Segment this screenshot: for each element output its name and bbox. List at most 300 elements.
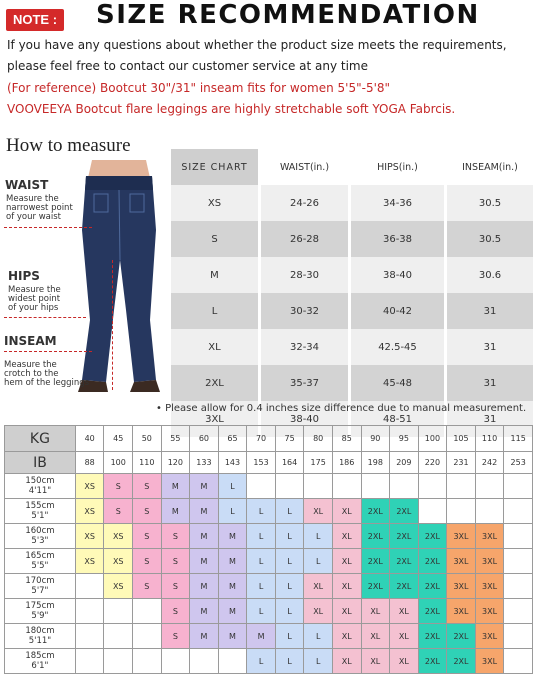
size-value: L [258, 606, 264, 616]
size-value: 3XL [482, 606, 498, 616]
waist-desc-3: of your waist [6, 212, 61, 222]
size-value: L [315, 531, 321, 541]
waist-measure-line [4, 227, 92, 228]
size-cell [304, 549, 333, 574]
size-chart-cell-inseam: 31 [447, 401, 533, 437]
size-value: L [287, 506, 292, 516]
size-value: M [171, 506, 179, 516]
lb-value: 186 [332, 452, 361, 474]
size-cell [75, 524, 104, 549]
size-chart-cell-inseam: 31 [447, 329, 533, 365]
inseam-desc-1: Measure the [4, 360, 57, 370]
size-cell [447, 649, 476, 674]
size-value: L [315, 556, 321, 566]
size-cell [104, 649, 133, 674]
size-chart-cell-waist: 35-37 [261, 365, 351, 401]
size-chart-cell-inseam: 31 [447, 365, 533, 401]
size-cell [275, 524, 304, 549]
size-cell [247, 599, 276, 624]
size-chart-row [171, 365, 533, 401]
size-cell [247, 499, 276, 524]
size-cell [218, 499, 247, 524]
size-cell [275, 474, 304, 499]
size-value: XL [370, 606, 381, 616]
height-ft: 5'5" [31, 561, 49, 571]
size-value: M [229, 606, 236, 616]
size-cell [190, 599, 219, 624]
note-line-3: (For reference) Bootcut 30"/31" inseam fits for women 5'5"-5'8" [7, 81, 391, 95]
kg-value: 95 [390, 426, 419, 452]
size-chart-cell-waist: 28-30 [261, 257, 351, 293]
size-cell [390, 624, 419, 649]
size-chart-cell-size: S [171, 221, 261, 257]
size-cell [418, 574, 447, 599]
height-row [5, 474, 533, 499]
size-value: L [258, 581, 264, 591]
size-value: XS [112, 556, 124, 566]
size-cell [418, 474, 447, 499]
size-cell [418, 649, 447, 674]
size-cell [218, 624, 247, 649]
size-chart-header [171, 149, 533, 185]
size-cell [504, 624, 533, 649]
size-cell [104, 549, 133, 574]
size-cell [332, 649, 361, 674]
size-value: XL [313, 606, 324, 616]
size-cell [161, 474, 190, 499]
size-chart-row [171, 329, 533, 365]
size-value: 3XL [453, 556, 469, 566]
size-chart-cell-inseam: 31 [447, 293, 533, 329]
inseam-desc-2: crotch to the [4, 369, 59, 379]
inseam-desc-3: hem of the leggings [4, 378, 90, 388]
size-cell [332, 599, 361, 624]
kg-value: 50 [133, 426, 162, 452]
size-chart-cell-hips: 48-51 [351, 401, 447, 437]
size-cell [133, 624, 162, 649]
size-cell [504, 574, 533, 599]
lb-value: 242 [475, 452, 504, 474]
height-label [5, 524, 76, 549]
size-value: XS [84, 531, 95, 541]
size-cell [275, 499, 304, 524]
size-chart-cell-size: M [171, 257, 261, 293]
size-chart-header-size: SIZE CHART [171, 149, 261, 185]
size-cell [361, 499, 390, 524]
size-value: S [144, 531, 150, 541]
size-value: 3XL [453, 531, 469, 541]
size-cell [390, 549, 419, 574]
size-value: 2XL [453, 656, 469, 666]
height-ft: 5'9" [31, 611, 49, 621]
size-cell [218, 524, 247, 549]
size-value: 2XL [424, 531, 440, 541]
size-value: 2XL [367, 581, 383, 591]
size-cell [504, 499, 533, 524]
size-cell [247, 474, 276, 499]
size-cell [504, 524, 533, 549]
size-chart-row [171, 257, 533, 293]
size-cell [161, 574, 190, 599]
size-value: 2XL [424, 556, 440, 566]
leggings-model-illustration [64, 160, 174, 392]
size-cell [161, 549, 190, 574]
size-value: L [258, 506, 264, 516]
size-cell [475, 574, 504, 599]
height-row [5, 649, 533, 674]
height-label [5, 649, 76, 674]
size-cell [361, 649, 390, 674]
size-cell [75, 474, 104, 499]
size-cell [75, 549, 104, 574]
size-value: L [287, 631, 292, 641]
size-value: XL [341, 556, 352, 566]
height-ft: 4'11" [28, 486, 52, 496]
size-cell [390, 474, 419, 499]
size-cell [275, 549, 304, 574]
size-value: 2XL [396, 506, 412, 516]
size-chart-row [171, 185, 533, 221]
kg-value: 55 [161, 426, 190, 452]
size-chart-cell-waist: 24-26 [261, 185, 351, 221]
size-value: L [230, 481, 235, 491]
size-chart-cell-waist: 32-34 [261, 329, 351, 365]
size-value: S [115, 506, 121, 516]
inseam-label: INSEAM [4, 334, 57, 348]
note-line-4: VOOVEEYA Bootcut flare leggings are highly stretchable soft YOGA Fabrcis. [7, 102, 456, 116]
size-cell [133, 474, 162, 499]
size-value: XL [398, 656, 409, 666]
size-cell [504, 599, 533, 624]
height-cm: 175cm [25, 601, 55, 611]
size-value: 2XL [424, 606, 440, 616]
size-value: XL [313, 506, 324, 516]
hips-label: HIPS [8, 269, 40, 283]
size-value: XL [370, 631, 381, 641]
size-value: S [172, 606, 178, 616]
size-value: M [171, 481, 179, 491]
lb-value: 220 [418, 452, 447, 474]
size-chart-cell-size: 3XL [171, 401, 261, 437]
size-value: M [229, 556, 236, 566]
size-value: 3XL [482, 631, 498, 641]
size-value: XS [112, 581, 124, 591]
height-label [5, 499, 76, 524]
size-cell [304, 599, 333, 624]
size-cell [190, 499, 219, 524]
height-label [5, 599, 76, 624]
size-cell [161, 499, 190, 524]
size-cell [475, 599, 504, 624]
size-cell [390, 574, 419, 599]
note-badge: NOTE : [6, 9, 64, 31]
size-cell [190, 649, 219, 674]
size-chart-cell-hips: 38-40 [351, 257, 447, 293]
size-value: L [315, 631, 321, 641]
size-value: 2XL [396, 581, 412, 591]
hips-desc-3: of your hips [8, 303, 59, 313]
size-cell [161, 649, 190, 674]
lb-value: 209 [390, 452, 419, 474]
waist-desc-1: Measure the [6, 194, 59, 204]
size-value: 2XL [424, 656, 440, 666]
height-row [5, 624, 533, 649]
size-cell [190, 474, 219, 499]
size-value: M [229, 581, 236, 591]
size-value: XL [341, 506, 352, 516]
size-value: L [287, 556, 292, 566]
size-cell [332, 474, 361, 499]
size-chart-cell-inseam: 30.5 [447, 185, 533, 221]
size-cell [190, 549, 219, 574]
size-value: XS [84, 481, 95, 491]
size-value: 2XL [367, 506, 383, 516]
hips-desc-2: widest point [8, 294, 61, 304]
height-row [5, 524, 533, 549]
size-cell [75, 649, 104, 674]
size-allowance-note: • Please allow for 0.4 inches size difference due to manual measurement. [156, 403, 527, 414]
waist-desc-2: narrowest point [6, 203, 73, 213]
size-cell [304, 499, 333, 524]
size-value: XL [341, 631, 352, 641]
size-chart-cell-hips: 34-36 [351, 185, 447, 221]
size-cell [390, 649, 419, 674]
size-value: 2XL [367, 556, 383, 566]
height-label [5, 574, 76, 599]
size-cell [104, 574, 133, 599]
size-cell [475, 549, 504, 574]
size-cell [275, 624, 304, 649]
size-chart-row [171, 221, 533, 257]
size-value: 3XL [482, 581, 498, 591]
size-value: M [200, 581, 208, 591]
kg-value: 70 [247, 426, 276, 452]
lb-value: 110 [133, 452, 162, 474]
height-ft: 6'1" [31, 661, 49, 671]
size-cell [190, 524, 219, 549]
lb-row [5, 452, 533, 474]
size-value: XL [341, 581, 352, 591]
size-value: M [200, 556, 208, 566]
size-cell [304, 524, 333, 549]
size-value: 2XL [424, 631, 440, 641]
size-value: S [144, 506, 150, 516]
height-cm: 180cm [25, 626, 55, 636]
size-cell [133, 524, 162, 549]
size-cell [161, 624, 190, 649]
size-value: 2XL [396, 556, 412, 566]
size-cell [104, 499, 133, 524]
size-value: S [172, 581, 178, 591]
size-cell [247, 574, 276, 599]
size-chart-header-waist: WAIST(in.) [261, 149, 351, 185]
size-cell [361, 549, 390, 574]
size-cell [332, 524, 361, 549]
height-cm: 170cm [25, 576, 55, 586]
size-value: XL [398, 606, 409, 616]
size-value: L [287, 581, 292, 591]
lb-value: 164 [275, 452, 304, 474]
size-value: S [172, 556, 178, 566]
size-value: 3XL [482, 656, 498, 666]
size-cell [361, 574, 390, 599]
lb-value: 198 [361, 452, 390, 474]
size-cell [218, 649, 247, 674]
lb-value: 88 [75, 452, 104, 474]
lb-value: 153 [247, 452, 276, 474]
size-value: XL [398, 631, 409, 641]
size-cell [133, 649, 162, 674]
size-cell [161, 599, 190, 624]
kg-value: 115 [504, 426, 533, 452]
size-value: 3XL [453, 606, 469, 616]
size-cell [418, 599, 447, 624]
size-value: XS [84, 506, 95, 516]
size-cell [190, 624, 219, 649]
size-cell [447, 474, 476, 499]
height-ft: 5'1" [31, 511, 49, 521]
size-chart-cell-hips: 40-42 [351, 293, 447, 329]
size-cell [75, 574, 104, 599]
size-cell [361, 624, 390, 649]
size-value: XL [313, 581, 324, 591]
kg-row [5, 426, 533, 452]
size-chart-row [171, 293, 533, 329]
size-value: M [200, 606, 208, 616]
kg-value: 80 [304, 426, 333, 452]
size-cell [332, 624, 361, 649]
size-cell [332, 549, 361, 574]
size-value: 2XL [453, 631, 469, 641]
size-value: XS [112, 531, 124, 541]
size-chart-cell-hips: 45-48 [351, 365, 447, 401]
kg-value: 90 [361, 426, 390, 452]
size-chart-header-hips: HIPS(in.) [351, 149, 447, 185]
height-row [5, 499, 533, 524]
size-cell [304, 574, 333, 599]
lb-value: 231 [447, 452, 476, 474]
height-cm: 160cm [25, 526, 55, 536]
size-cell [361, 524, 390, 549]
height-cm: 165cm [25, 551, 55, 561]
size-value: M [200, 506, 208, 516]
size-value: 2XL [367, 531, 383, 541]
size-value: S [172, 631, 178, 641]
height-row [5, 599, 533, 624]
size-cell [447, 549, 476, 574]
size-cell [475, 624, 504, 649]
size-cell [104, 524, 133, 549]
size-value: L [315, 656, 321, 666]
size-value: 2XL [396, 531, 412, 541]
size-cell [361, 599, 390, 624]
size-cell [275, 574, 304, 599]
size-cell [190, 574, 219, 599]
size-value: S [144, 581, 150, 591]
inseam-arrow [112, 260, 113, 390]
height-label [5, 474, 76, 499]
size-cell [332, 574, 361, 599]
size-value: M [200, 481, 208, 491]
height-cm: 150cm [25, 476, 55, 486]
lb-value: 175 [304, 452, 333, 474]
size-cell [75, 499, 104, 524]
size-cell [161, 524, 190, 549]
lb-value: 120 [161, 452, 190, 474]
size-cell [390, 499, 419, 524]
size-value: M [257, 631, 265, 641]
size-cell [247, 524, 276, 549]
size-cell [504, 474, 533, 499]
kg-value: 75 [275, 426, 304, 452]
size-cell [475, 649, 504, 674]
size-cell [218, 474, 247, 499]
size-cell [133, 574, 162, 599]
size-value: M [229, 631, 236, 641]
size-cell [304, 474, 333, 499]
size-cell [475, 474, 504, 499]
size-cell [390, 524, 419, 549]
size-value: 2XL [424, 581, 440, 591]
height-cm: 185cm [25, 651, 55, 661]
size-value: S [115, 481, 121, 491]
kg-value: 60 [190, 426, 219, 452]
size-value: L [258, 531, 264, 541]
size-chart-cell-inseam: 30.5 [447, 221, 533, 257]
size-chart-cell-size: XL [171, 329, 261, 365]
size-cell [304, 649, 333, 674]
kg-label: KG [5, 426, 76, 452]
size-value: S [144, 481, 150, 491]
size-cell [247, 549, 276, 574]
size-cell [418, 624, 447, 649]
size-value: M [229, 531, 236, 541]
size-cell [75, 624, 104, 649]
size-chart-cell-waist: 26-28 [261, 221, 351, 257]
size-cell [447, 624, 476, 649]
size-chart-cell-waist: 38-40 [261, 401, 351, 437]
hips-desc-1: Measure the [8, 285, 61, 295]
lb-label: IB [5, 452, 76, 474]
height-ft: 5'3" [31, 536, 49, 546]
lb-value: 253 [504, 452, 533, 474]
inseam-measure-line [4, 351, 92, 352]
size-chart-cell-size: XS [171, 185, 261, 221]
size-cell [475, 524, 504, 549]
size-cell [218, 599, 247, 624]
size-cell [133, 599, 162, 624]
size-cell [275, 649, 304, 674]
size-cell [104, 599, 133, 624]
hips-measure-line [4, 317, 86, 318]
size-cell [418, 499, 447, 524]
size-chart-cell-size: L [171, 293, 261, 329]
size-value: M [200, 531, 208, 541]
height-ft: 5'7" [31, 586, 49, 596]
size-value: XL [370, 656, 381, 666]
size-cell [447, 599, 476, 624]
size-value: XL [341, 656, 352, 666]
size-cell [218, 574, 247, 599]
size-cell [247, 649, 276, 674]
size-cell [133, 549, 162, 574]
size-value: XS [84, 556, 95, 566]
size-cell [104, 624, 133, 649]
size-chart-cell-hips: 42.5-45 [351, 329, 447, 365]
size-value: L [230, 506, 235, 516]
kg-value: 110 [475, 426, 504, 452]
size-value: 3XL [482, 556, 498, 566]
